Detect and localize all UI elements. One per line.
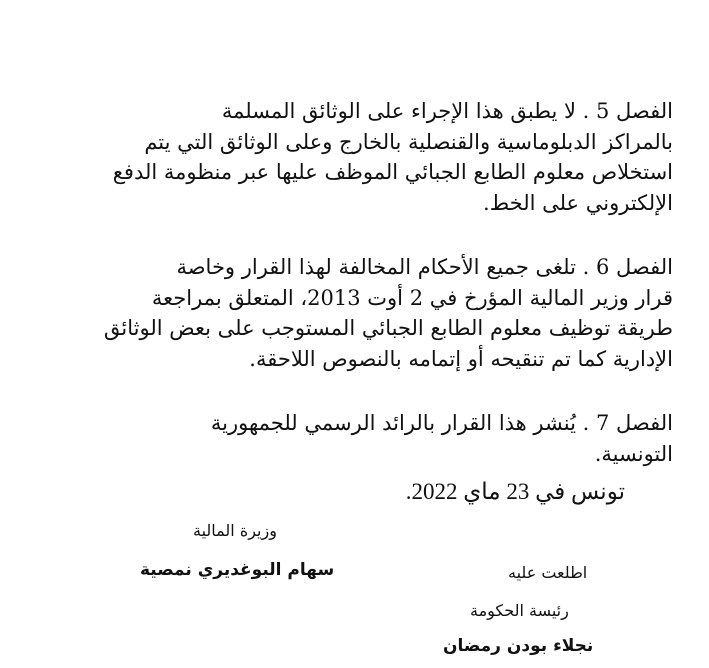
prime-minister-title: رئيسة الحكومة (470, 601, 569, 620)
minister-title: وزيرة المالية (193, 521, 277, 540)
article-5-line: استخلاص معلوم الطابع الجبائي الموظف عليها عبر منظومة الدفع (112, 160, 673, 184)
article-5-line: بالمراكز الدبلوماسية والقنصلية بالخارج وعلى الوثائق التي يتم (144, 129, 673, 154)
issue-date: تونس في 23 ماي 2022. (405, 479, 625, 504)
seen-label: اطلعت عليه (508, 563, 588, 582)
minister-name: سهام البوغديري نمصية (140, 560, 335, 580)
prime-minister-name: نجلاء بودن رمضان (443, 636, 594, 656)
article-5-line: الفصل 5 . لا يطبق هذا الإجراء على الوثائق المسلمة (221, 99, 673, 123)
article-6-line: قرار وزير المالية المؤرخ في 2 أوت 2013، المتعلق بمراجعة (151, 285, 673, 310)
article-7-paragraph (95, 408, 673, 469)
article-5-line: الإلكتروني على الخط. (483, 190, 673, 215)
article-6-paragraph (95, 252, 673, 374)
article-7-line: الفصل 7 . يُنشر هذا القرار بالرائد الرسمي للجمهورية (210, 411, 673, 435)
article-6-line: طريقة توظيف معلوم الطابع الجبائي المستوجب على بعض الوثائق (103, 316, 673, 340)
article-6-line: الفصل 6 . تلغى جميع الأحكام المخالفة لهذا القرار وخاصة (176, 255, 673, 279)
article-7-line: التونسية. (594, 441, 673, 466)
article-5-paragraph (95, 96, 673, 218)
article-6-line: الإدارية كما تم تنقيحه أو إتمامه بالنصوص اللاحقة. (249, 346, 673, 371)
